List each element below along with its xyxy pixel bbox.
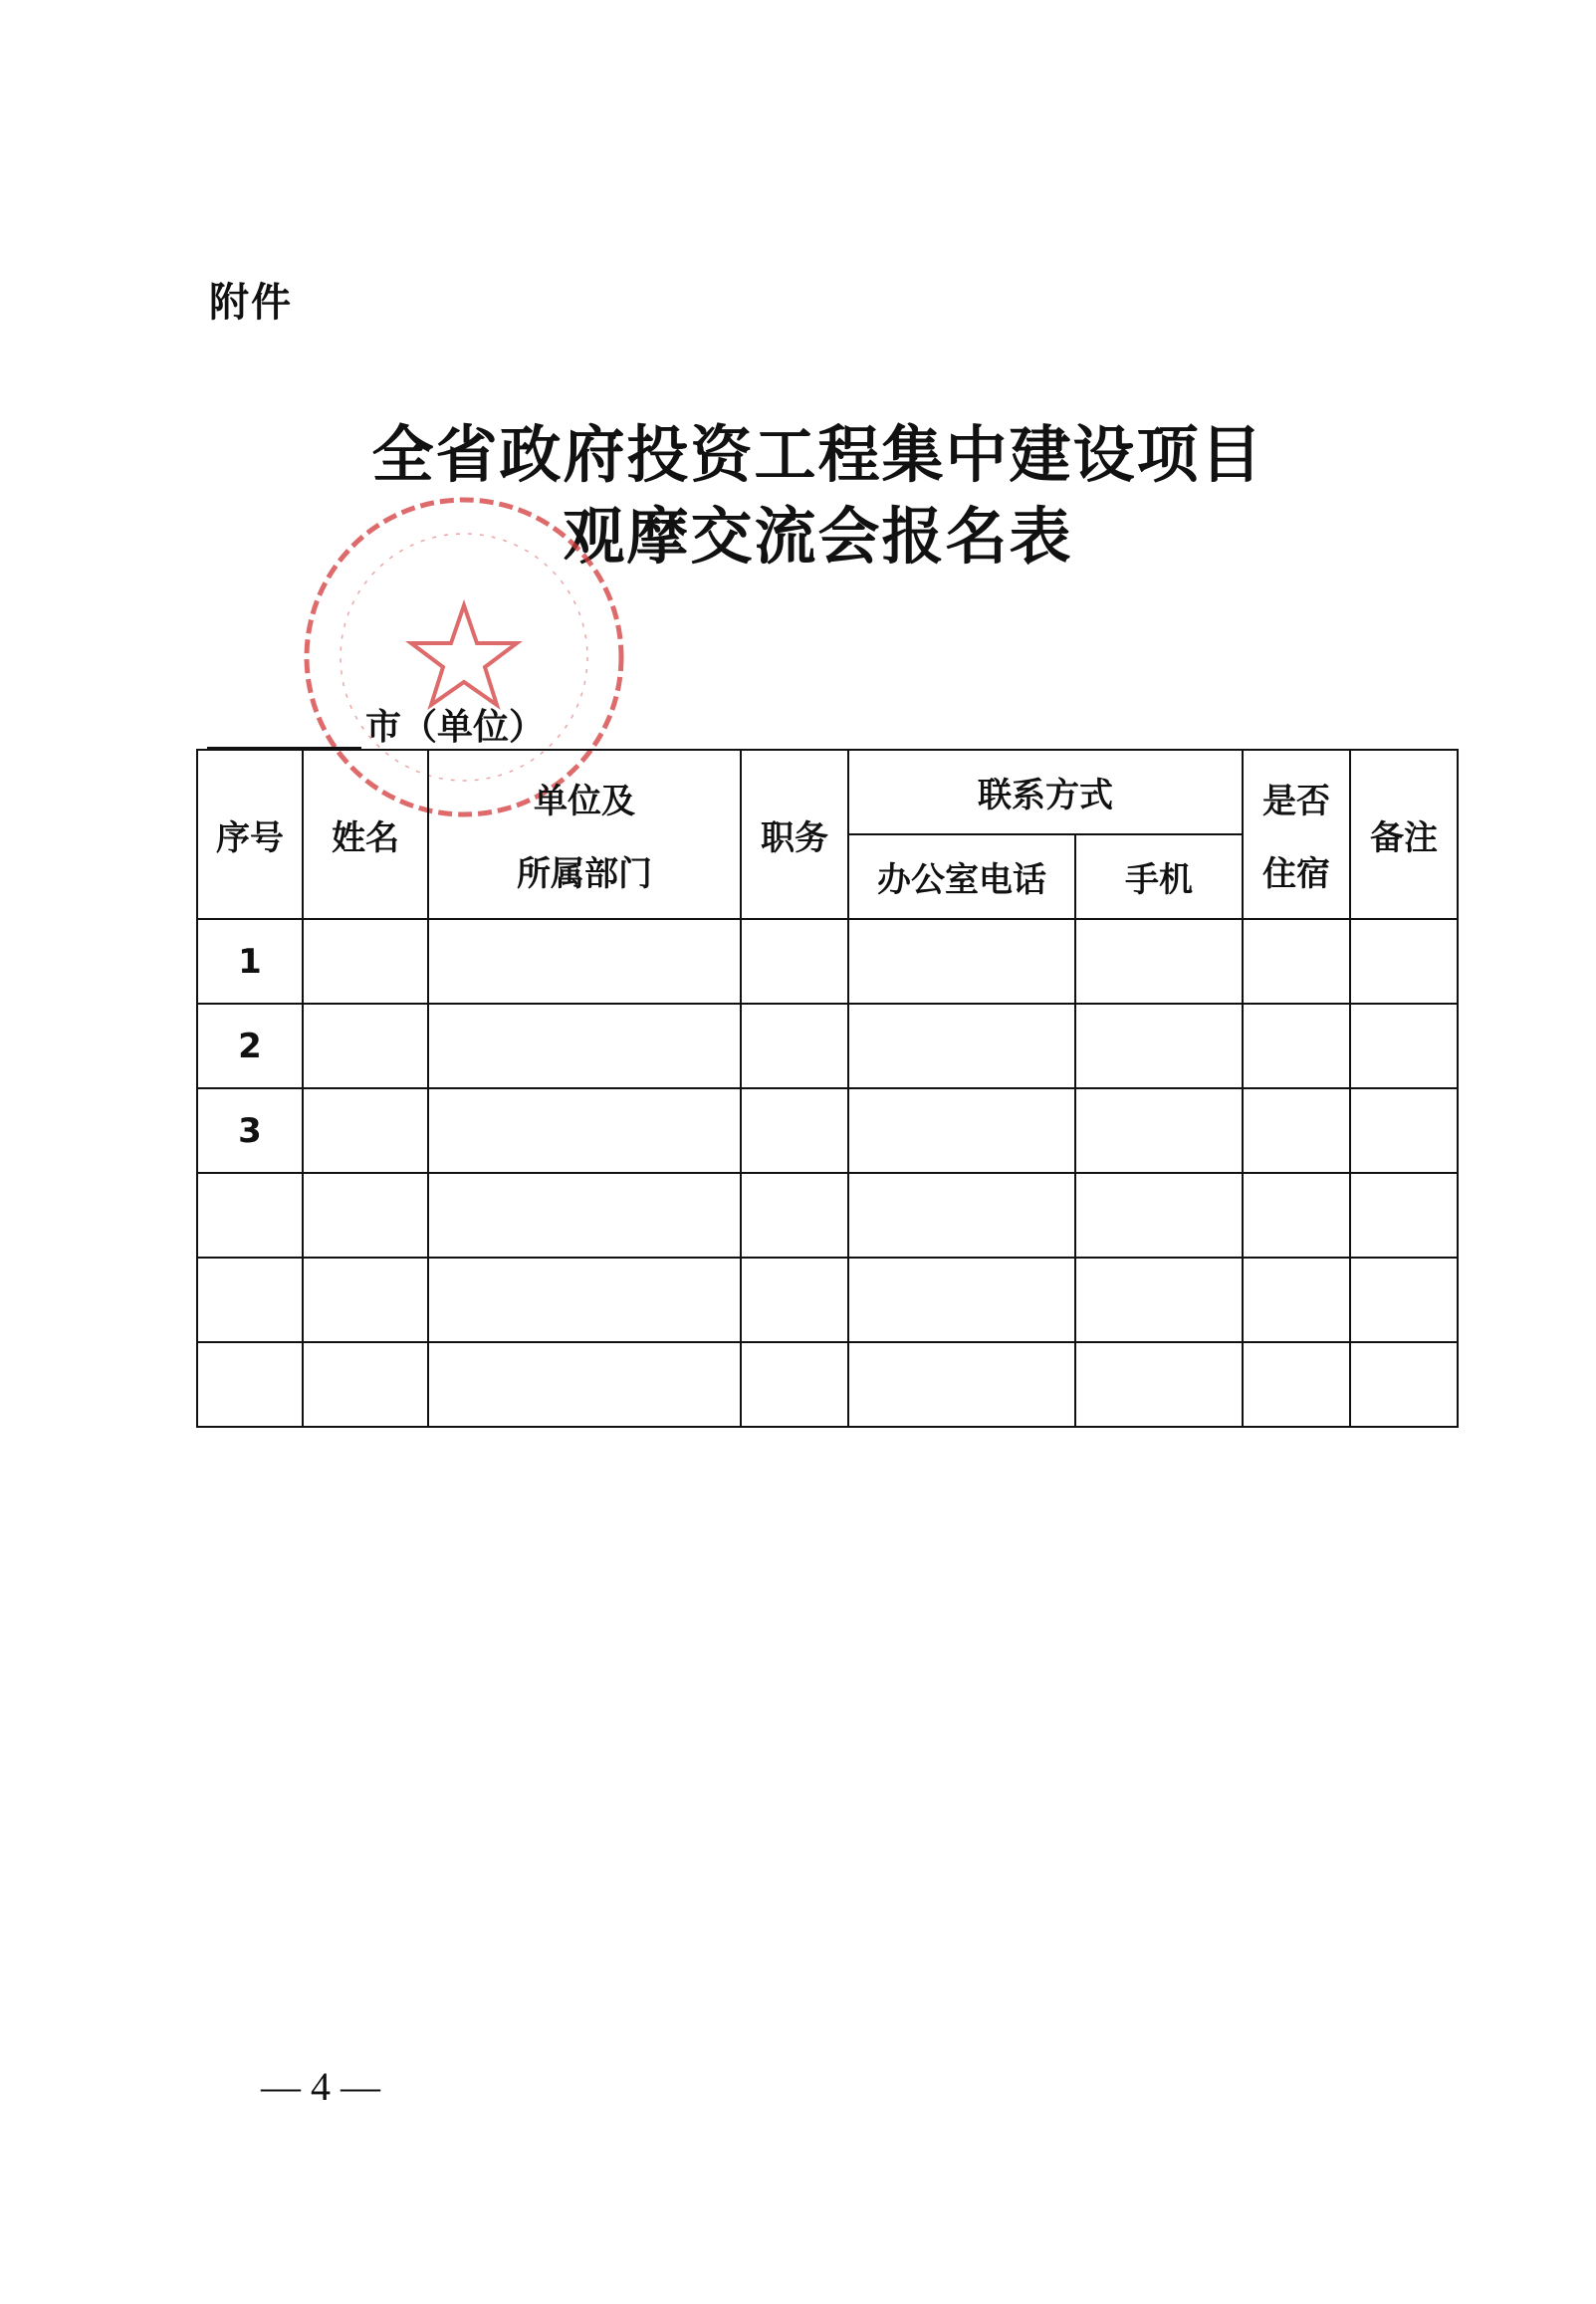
cell-remarks[interactable] — [1350, 1088, 1458, 1173]
cell-position[interactable] — [741, 1258, 848, 1342]
header-contact: 联系方式 — [848, 750, 1243, 834]
cell-office-phone[interactable] — [848, 1342, 1075, 1427]
row-seq: 1 — [197, 919, 303, 1004]
cell-name[interactable] — [303, 919, 428, 1004]
cell-position[interactable] — [741, 919, 848, 1004]
cell-office-phone[interactable] — [848, 1173, 1075, 1258]
city-blank-field[interactable] — [207, 711, 361, 750]
cell-mobile[interactable] — [1075, 1004, 1243, 1088]
cell-mobile[interactable] — [1075, 1088, 1243, 1173]
header-unit-line2: 所属部门 — [517, 854, 652, 894]
cell-position[interactable] — [741, 1004, 848, 1088]
cell-lodging[interactable] — [1243, 1088, 1350, 1173]
header-office-phone: 办公室电话 — [848, 834, 1075, 919]
star-icon — [411, 605, 517, 705]
header-remarks: 备注 — [1350, 750, 1458, 919]
cell-remarks[interactable] — [1350, 1173, 1458, 1258]
table-row — [197, 1173, 1458, 1258]
city-unit-line — [207, 699, 545, 750]
cell-mobile[interactable] — [1075, 1258, 1243, 1342]
cell-office-phone[interactable] — [848, 1004, 1075, 1088]
header-name: 姓名 — [303, 750, 428, 919]
cell-name[interactable] — [303, 1004, 428, 1088]
cell-unit[interactable] — [428, 1004, 741, 1088]
cell-unit[interactable] — [428, 1088, 741, 1173]
row-seq — [197, 1342, 303, 1427]
cell-unit[interactable] — [428, 1342, 741, 1427]
cell-position[interactable] — [741, 1342, 848, 1427]
cell-name[interactable] — [303, 1258, 428, 1342]
header-mobile: 手机 — [1075, 834, 1243, 919]
cell-remarks[interactable] — [1350, 919, 1458, 1004]
row-seq: 2 — [197, 1004, 303, 1088]
registration-table — [196, 749, 1459, 1428]
header-unit — [428, 750, 741, 919]
cell-remarks[interactable] — [1350, 1004, 1458, 1088]
cell-name[interactable] — [303, 1088, 428, 1173]
header-lodging-line1: 是否 — [1262, 782, 1330, 821]
header-position: 职务 — [741, 750, 848, 919]
header-lodging-line2: 住宿 — [1262, 854, 1330, 894]
cell-lodging[interactable] — [1243, 1258, 1350, 1342]
cell-mobile[interactable] — [1075, 1173, 1243, 1258]
header-seq: 序号 — [197, 750, 303, 919]
cell-office-phone[interactable] — [848, 1258, 1075, 1342]
cell-position[interactable] — [741, 1173, 848, 1258]
table-row — [197, 1088, 1458, 1173]
cell-unit[interactable] — [428, 1258, 741, 1342]
city-unit-label: 市（单位） — [365, 707, 546, 748]
header-lodging — [1243, 750, 1350, 919]
cell-office-phone[interactable] — [848, 919, 1075, 1004]
page-number: — 4 — — [261, 2064, 380, 2109]
cell-remarks[interactable] — [1350, 1258, 1458, 1342]
cell-mobile[interactable] — [1075, 1342, 1243, 1427]
cell-lodging[interactable] — [1243, 1342, 1350, 1427]
cell-lodging[interactable] — [1243, 1173, 1350, 1258]
attachment-label: 附件 — [209, 280, 293, 326]
table-row — [197, 1004, 1458, 1088]
row-seq — [197, 1173, 303, 1258]
document-title-line1: 全省政府投资工程集中建设项目 — [371, 418, 1264, 491]
cell-unit[interactable] — [428, 1173, 741, 1258]
cell-position[interactable] — [741, 1088, 848, 1173]
cell-remarks[interactable] — [1350, 1342, 1458, 1427]
table-row — [197, 1258, 1458, 1342]
cell-name[interactable] — [303, 1173, 428, 1258]
table-row — [197, 919, 1458, 1004]
cell-lodging[interactable] — [1243, 919, 1350, 1004]
table-row — [197, 1342, 1458, 1427]
cell-name[interactable] — [303, 1342, 428, 1427]
header-unit-line1: 单位及 — [534, 782, 635, 821]
cell-mobile[interactable] — [1075, 919, 1243, 1004]
row-seq — [197, 1258, 303, 1342]
table-header-row — [197, 750, 1458, 834]
row-seq: 3 — [197, 1088, 303, 1173]
cell-lodging[interactable] — [1243, 1004, 1350, 1088]
cell-unit[interactable] — [428, 919, 741, 1004]
cell-office-phone[interactable] — [848, 1088, 1075, 1173]
document-title-line2: 观摩交流会报名表 — [563, 500, 1073, 573]
